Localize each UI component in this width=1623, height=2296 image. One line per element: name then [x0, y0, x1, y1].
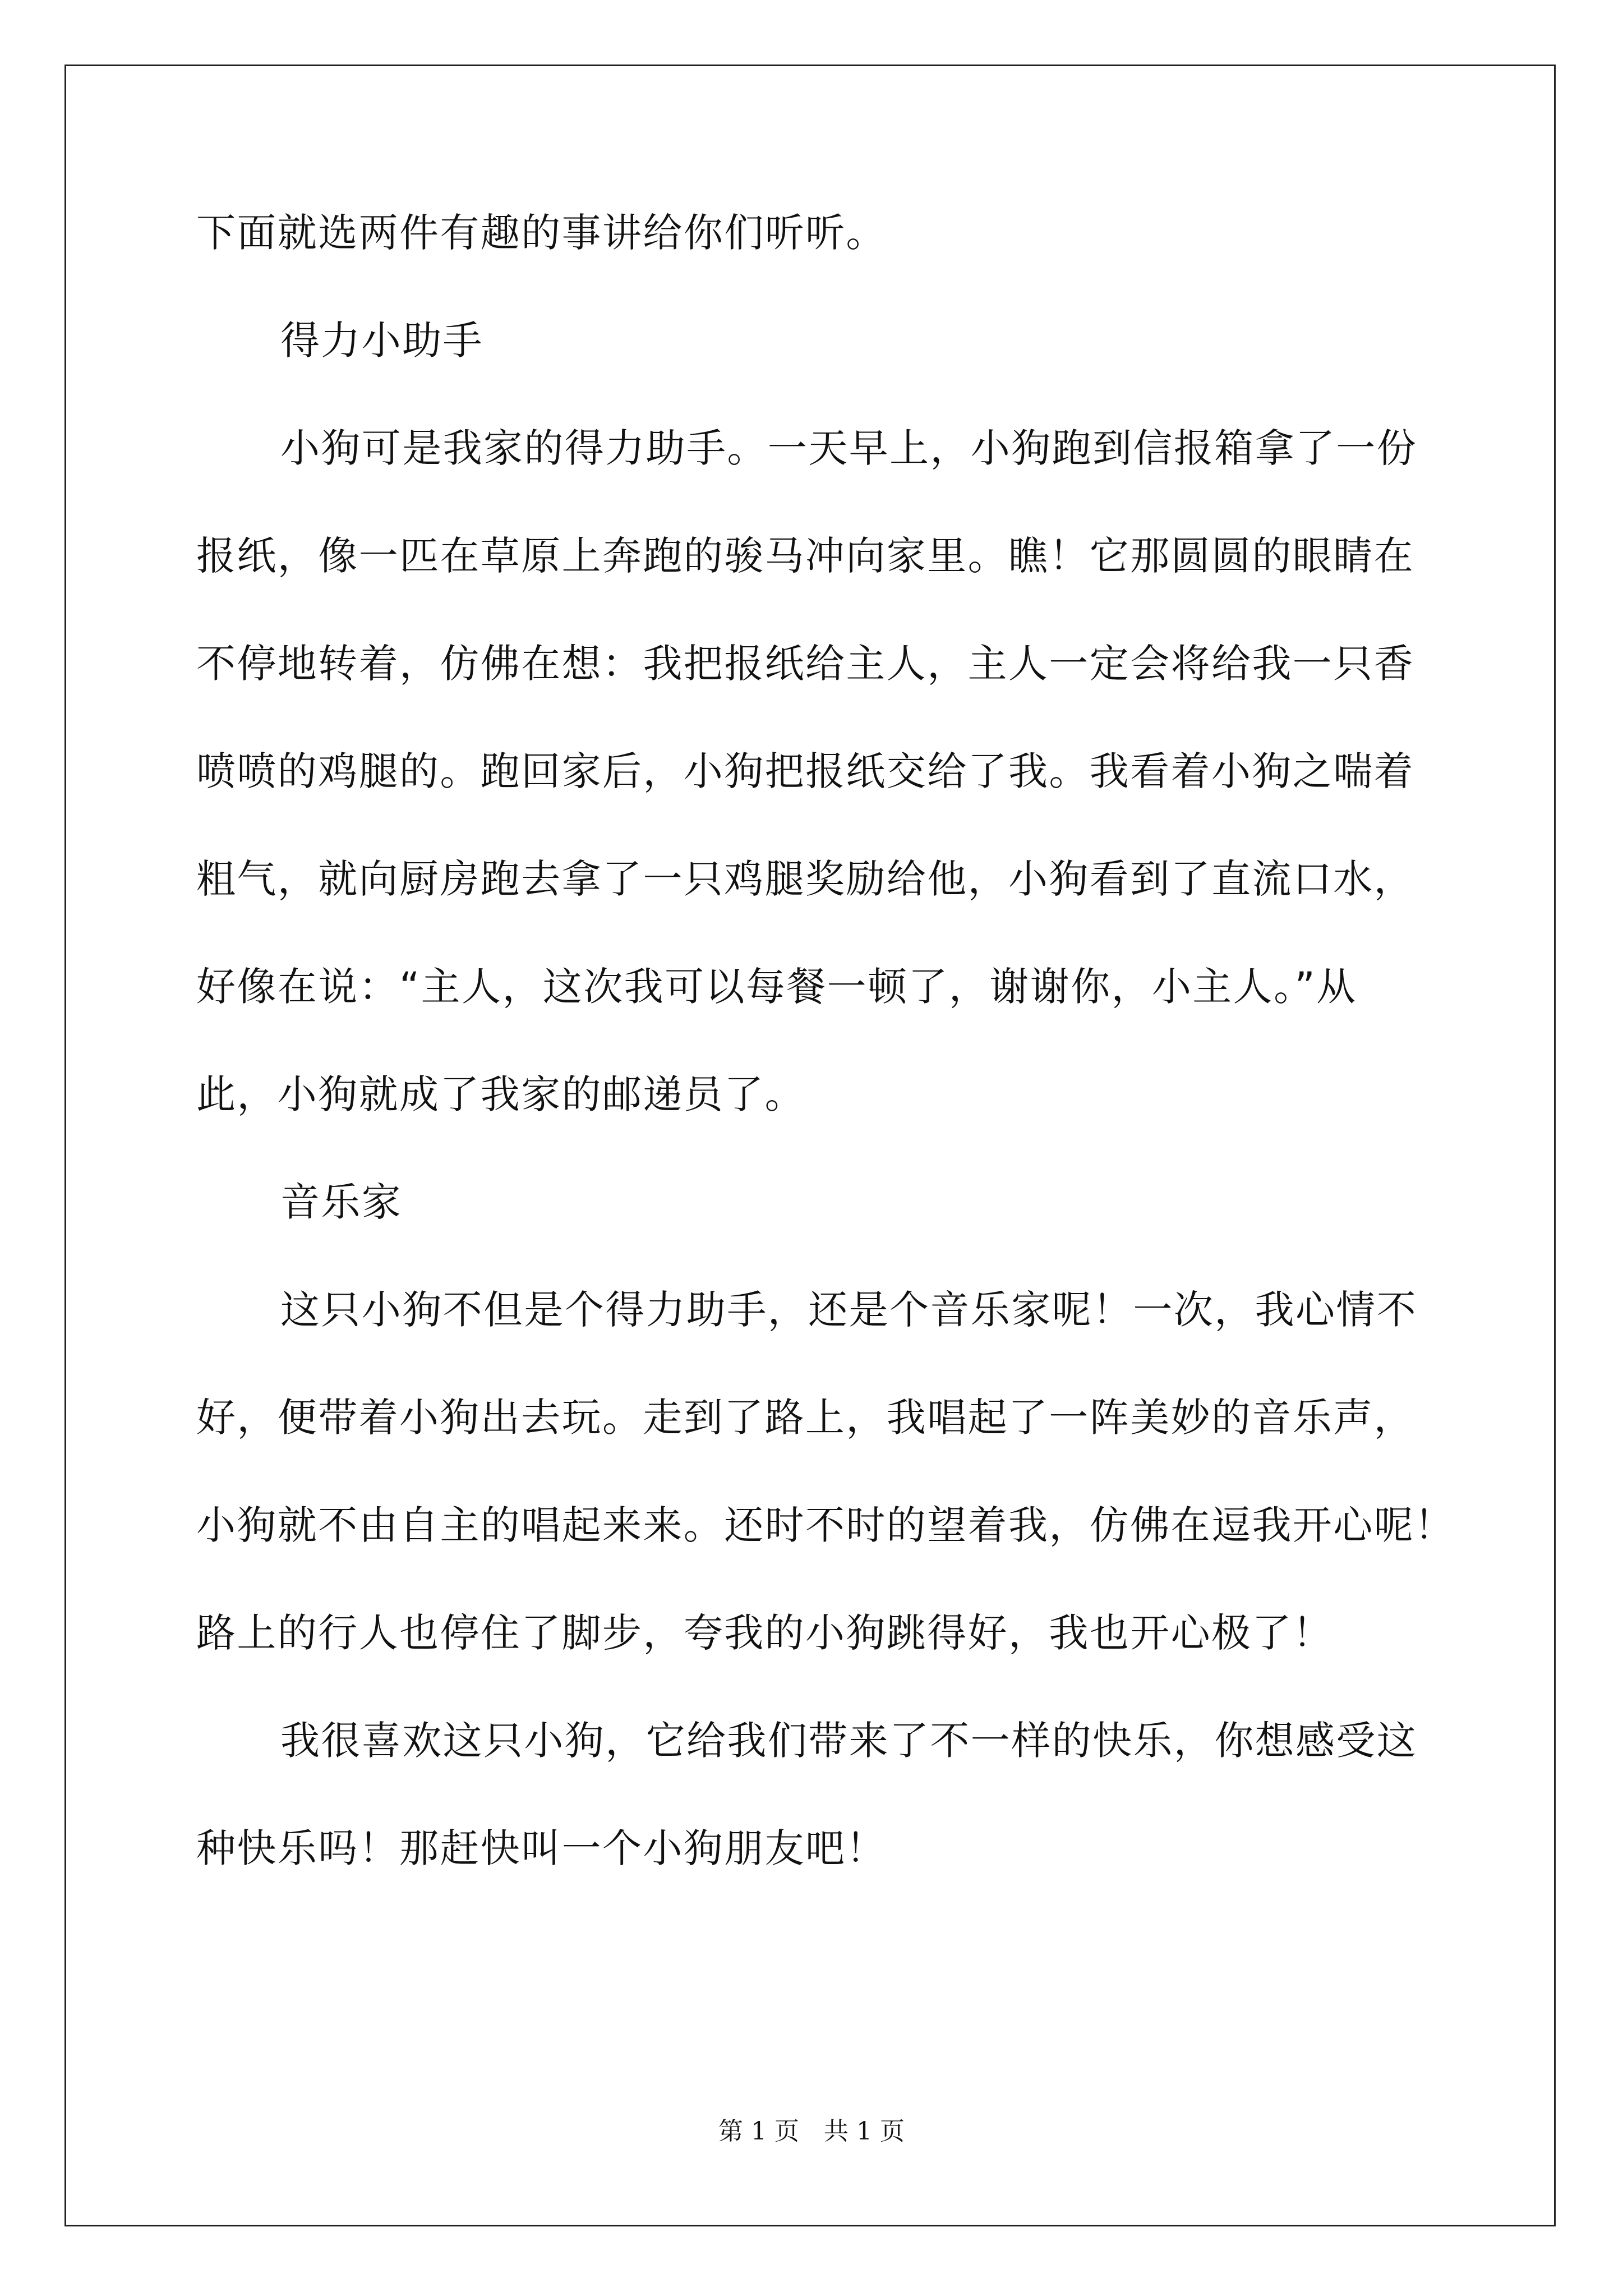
text-line: 好，便带着小狗出去玩。走到了路上，我唱起了一阵美妙的音乐声， — [196, 1395, 1414, 1441]
text-line: 种快乐吗！那赶快叫一个小狗朋友吧！ — [196, 1825, 887, 1871]
text-line: 我很喜欢这只小狗，它给我们带来了不一样的快乐，你想感受这 — [280, 1718, 1418, 1764]
section-heading-helper: 得力小助手 — [280, 318, 483, 364]
section-heading-musician: 音乐家 — [280, 1179, 403, 1225]
text-line: 喷喷的鸡腿的。跑回家后，小狗把报纸交给了我。我看着小狗之喘着 — [196, 748, 1414, 794]
text-line: 粗气，就向厨房跑去拿了一只鸡腿奖励给他，小狗看到了直流口水， — [196, 856, 1414, 902]
text-line: 路上的行人也停住了脚步，夸我的小狗跳得好，我也开心极了！ — [196, 1610, 1334, 1656]
text-line: 好像在说：“主人，这次我可以每餐一顿了，谢谢你，小主人。”从 — [196, 964, 1357, 1010]
page-border — [64, 65, 1556, 2226]
text-line: 这只小狗不但是个得力助手，还是个音乐家呢！一次，我心情不 — [280, 1287, 1418, 1333]
text-line: 报纸，像一匹在草原上奔跑的骏马冲向家里。瞧！它那圆圆的眼睛在 — [196, 533, 1414, 579]
text-line: 此，小狗就成了我家的邮递员了。 — [196, 1071, 805, 1117]
text-line: 小狗就不由自主的唱起来来。还时不时的望着我，仿佛在逗我开心呢！ — [196, 1502, 1455, 1548]
text-line: 下面就选两件有趣的事讲给你们听听。 — [196, 210, 887, 256]
text-line: 小狗可是我家的得力助手。一天早上，小狗跑到信报箱拿了一份 — [280, 425, 1418, 471]
text-line: 不停地转着，仿佛在想：我把报纸给主人，主人一定会将给我一只香 — [196, 641, 1414, 687]
page-number-footer: 第 1 页 共 1 页 — [718, 2117, 905, 2146]
